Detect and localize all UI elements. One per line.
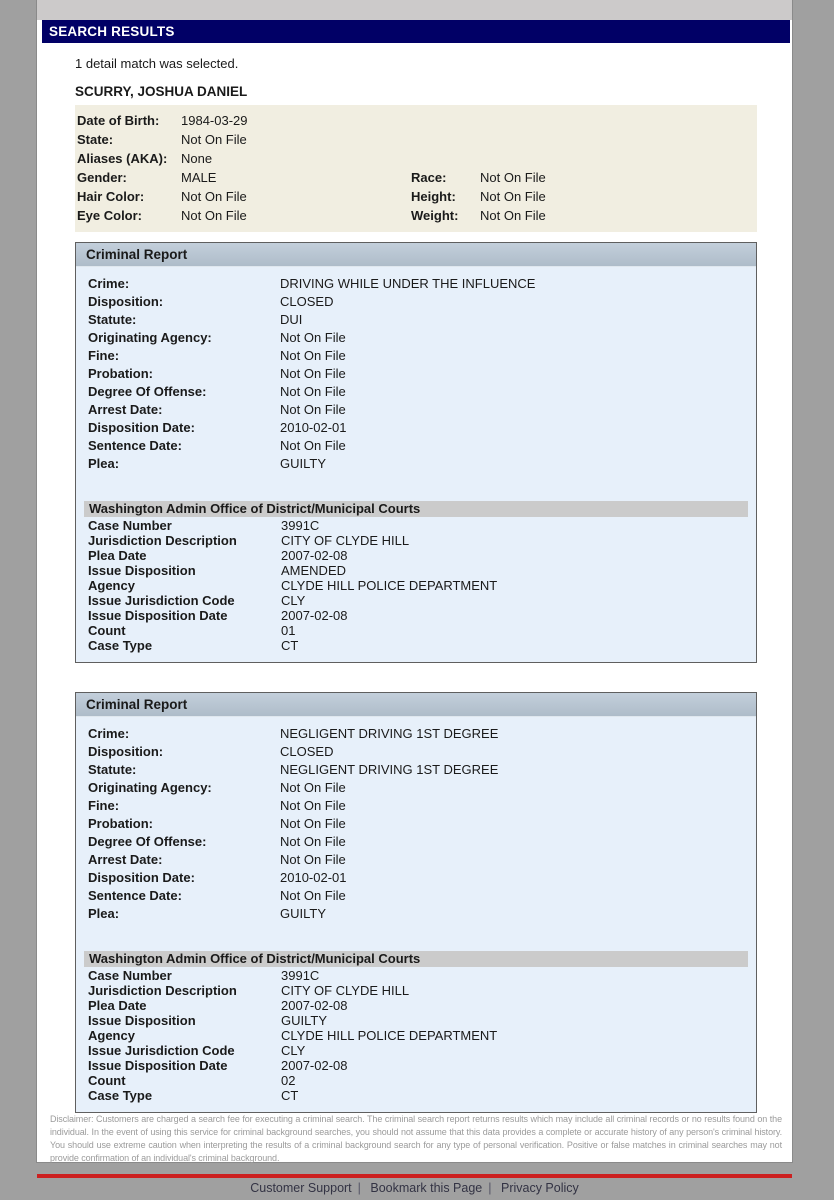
field-value: 2010-02-01 [280, 420, 347, 435]
field-value: DUI [280, 312, 303, 327]
field-label [411, 112, 480, 129]
report-field-row [84, 743, 748, 761]
report-field-row [84, 869, 748, 887]
report-field-row [84, 437, 748, 455]
field-value: Not On File [280, 816, 346, 831]
profile-row [77, 111, 749, 130]
field-value: 2007-02-08 [281, 998, 348, 1013]
field-label: Disposition: [88, 744, 164, 759]
field-label: Hair Color: [77, 189, 145, 204]
field-label: Disposition Date: [88, 870, 195, 885]
field-value: Not On File [181, 189, 247, 204]
court-field-row [84, 1073, 748, 1088]
field-label: Sentence Date: [88, 438, 182, 453]
field-label: Disposition: [88, 294, 164, 309]
report-field-row [84, 347, 748, 365]
field-value: 02 [281, 1073, 296, 1088]
page-top-strip [37, 0, 792, 20]
field-value: AMENDED [281, 563, 347, 578]
field-value: Not On File [280, 780, 346, 795]
field-value: 3991C [281, 968, 320, 983]
court-field-row [84, 1043, 748, 1058]
field-value: CLY [281, 593, 306, 608]
field-value: Not On File [280, 798, 346, 813]
field-label: Fine: [88, 798, 120, 813]
field-label: Issue Disposition Date [88, 608, 228, 623]
field-value: CLYDE HILL POLICE DEPARTMENT [281, 578, 498, 593]
field-label: Degree Of Offense: [88, 834, 207, 849]
field-value: None [181, 151, 213, 166]
main-content [37, 43, 792, 1113]
field-value: 3991C [281, 518, 320, 533]
field-label: Date of Birth: [77, 113, 160, 128]
report-title: Criminal Report [76, 693, 756, 717]
footer-link[interactable]: Customer Support [250, 1181, 352, 1195]
report-field-row [84, 383, 748, 401]
report-fields [84, 725, 748, 923]
field-value: 2010-02-01 [280, 870, 347, 885]
field-label: Count [88, 1073, 126, 1088]
court-field-row [84, 563, 748, 578]
footer-link[interactable]: Privacy Policy [500, 1181, 579, 1195]
result-summary: 1 detail match was selected. [75, 56, 239, 71]
field-label: Plea Date [88, 998, 147, 1013]
court-field-row [84, 623, 748, 638]
footer-link-item [370, 1181, 497, 1195]
field-label: Gender: [77, 170, 127, 185]
field-value: NEGLIGENT DRIVING 1ST DEGREE [280, 726, 499, 741]
field-label: Issue Jurisdiction Code [88, 593, 235, 608]
report-body [76, 267, 756, 662]
field-label: Fine: [88, 348, 120, 363]
field-value: CT [281, 1088, 299, 1103]
court-field-row [84, 608, 748, 623]
field-value: CT [281, 638, 299, 653]
field-value: Not On File [280, 888, 346, 903]
report-field-row [84, 455, 748, 473]
report-field-row [84, 887, 748, 905]
report-field-row [84, 815, 748, 833]
report-body [76, 717, 756, 1112]
field-value: Not On File [280, 330, 346, 345]
subject-profile-panel [75, 105, 757, 232]
field-label: Arrest Date: [88, 402, 163, 417]
field-label: Arrest Date: [88, 852, 163, 867]
field-label: Aliases (AKA): [77, 151, 168, 166]
field-value: Not On File [280, 438, 346, 453]
field-value: 2007-02-08 [281, 1058, 348, 1073]
subject-name: SCURRY, JOSHUA DANIEL [75, 84, 248, 99]
report-field-row [84, 779, 748, 797]
report-field-row [84, 797, 748, 815]
field-label: Probation: [88, 816, 153, 831]
report-field-row [84, 293, 748, 311]
field-label: Disposition Date: [88, 420, 195, 435]
field-label: Case Type [88, 638, 153, 653]
field-label: Count [88, 623, 126, 638]
court-field-row [84, 983, 748, 998]
field-value: 2007-02-08 [281, 608, 348, 623]
report-field-row [84, 365, 748, 383]
disclaimer-text: Disclaimer: Customers are charged a search fee for executing a criminal search. The criminal search report returns results which may include all criminal records or no results found on the individual. In the event of using this service for criminal background searches, you should not assume that this data provides a complete or accurate history of any person's criminal history. You should use extreme caution when interpreting the results of a criminal background search for any type of personal verification. Positive or false matches in criminal searches may not provide confirmation of an individual's criminal background. [50, 1114, 782, 1163]
report-field-row [84, 905, 748, 923]
footer-link-item [501, 1181, 579, 1195]
court-section [84, 951, 748, 1103]
field-label: Jurisdiction Description [88, 983, 237, 998]
field-label: Case Number [88, 968, 172, 983]
criminal-report-1 [75, 242, 757, 663]
field-value: CLOSED [280, 294, 334, 309]
field-label: Statute: [88, 762, 137, 777]
field-label: Case Number [88, 518, 172, 533]
field-label [411, 150, 480, 167]
court-field-row [84, 548, 748, 563]
field-value: GUILTY [281, 1013, 327, 1028]
court-field-row [84, 1058, 748, 1073]
court-field-row [84, 533, 748, 548]
field-label: Probation: [88, 366, 153, 381]
field-value: Not On File [280, 366, 346, 381]
field-label: Issue Disposition [88, 563, 196, 578]
profile-row [77, 206, 749, 225]
court-fields [84, 518, 748, 653]
field-label: Plea Date [88, 548, 147, 563]
field-value: CITY OF CLYDE HILL [281, 983, 410, 998]
report-field-row [84, 761, 748, 779]
field-label: Case Type [88, 1088, 153, 1103]
report-field-row [84, 419, 748, 437]
report-field-row [84, 311, 748, 329]
court-fields [84, 968, 748, 1103]
field-label: Weight: [411, 208, 459, 223]
field-value: Not On File [480, 170, 546, 185]
footer-link[interactable]: Bookmark this Page [370, 1181, 483, 1195]
report-field-row [84, 725, 748, 743]
footer-separator: | [488, 1181, 492, 1195]
court-field-row [84, 638, 748, 653]
field-label: Jurisdiction Description [88, 533, 237, 548]
field-label [411, 131, 480, 148]
field-value: CLY [281, 1043, 306, 1058]
field-value: Not On File [181, 132, 247, 147]
profile-row [77, 130, 749, 149]
field-label: Originating Agency: [88, 330, 212, 345]
field-value: CLYDE HILL POLICE DEPARTMENT [281, 1028, 498, 1043]
court-field-row [84, 1088, 748, 1103]
profile-row [77, 168, 749, 187]
search-results-header: SEARCH RESULTS [42, 20, 790, 43]
court-field-row [84, 1013, 748, 1028]
field-label: Issue Jurisdiction Code [88, 1043, 235, 1058]
field-value: CLOSED [280, 744, 334, 759]
field-label: Race: [411, 170, 447, 185]
court-section [84, 501, 748, 653]
report-field-row [84, 329, 748, 347]
field-label: Eye Color: [77, 208, 143, 223]
footer-link-item [250, 1181, 367, 1195]
court-field-row [84, 518, 748, 533]
field-label: Agency [88, 1028, 135, 1043]
criminal-report-2 [75, 692, 757, 1113]
footer-links [37, 1178, 792, 1200]
field-value: Not On File [280, 348, 346, 363]
field-value: 2007-02-08 [281, 548, 348, 563]
field-value: Not On File [181, 208, 247, 223]
field-value: Not On File [280, 384, 346, 399]
field-value: Not On File [480, 208, 546, 223]
field-value: 01 [281, 623, 296, 638]
field-label: Height: [411, 189, 456, 204]
field-label: Issue Disposition Date [88, 1058, 228, 1073]
court-field-row [84, 593, 748, 608]
field-label: Sentence Date: [88, 888, 182, 903]
field-value: CITY OF CLYDE HILL [281, 533, 410, 548]
field-value: GUILTY [280, 456, 326, 471]
field-label: Issue Disposition [88, 1013, 196, 1028]
field-value: Not On File [280, 402, 346, 417]
court-title: Washington Admin Office of District/Municipal Courts [84, 951, 748, 967]
field-label: Statute: [88, 312, 137, 327]
court-title: Washington Admin Office of District/Municipal Courts [84, 501, 748, 517]
field-value: GUILTY [280, 906, 326, 921]
field-value: DRIVING WHILE UNDER THE INFLUENCE [280, 276, 536, 291]
field-label: State: [77, 132, 114, 147]
court-field-row [84, 1028, 748, 1043]
report-fields [84, 275, 748, 473]
field-label: Originating Agency: [88, 780, 212, 795]
field-value: MALE [181, 170, 217, 185]
report-field-row [84, 851, 748, 869]
report-field-row [84, 833, 748, 851]
results-page [36, 0, 793, 1195]
profile-row [77, 149, 749, 168]
field-label: Plea: [88, 906, 120, 921]
field-value: Not On File [280, 834, 346, 849]
field-value: Not On File [480, 189, 546, 204]
field-label: Agency [88, 578, 135, 593]
field-value: Not On File [280, 852, 346, 867]
field-label: Plea: [88, 456, 120, 471]
field-label: Crime: [88, 726, 130, 741]
field-label: Crime: [88, 276, 130, 291]
report-field-row [84, 401, 748, 419]
court-field-row [84, 968, 748, 983]
court-field-row [84, 578, 748, 593]
field-value: NEGLIGENT DRIVING 1ST DEGREE [280, 762, 499, 777]
profile-row [77, 187, 749, 206]
report-field-row [84, 275, 748, 293]
field-label: Degree Of Offense: [88, 384, 207, 399]
report-title: Criminal Report [76, 243, 756, 267]
field-value: 1984-03-29 [181, 113, 248, 128]
court-field-row [84, 998, 748, 1013]
footer-separator: | [357, 1181, 361, 1195]
